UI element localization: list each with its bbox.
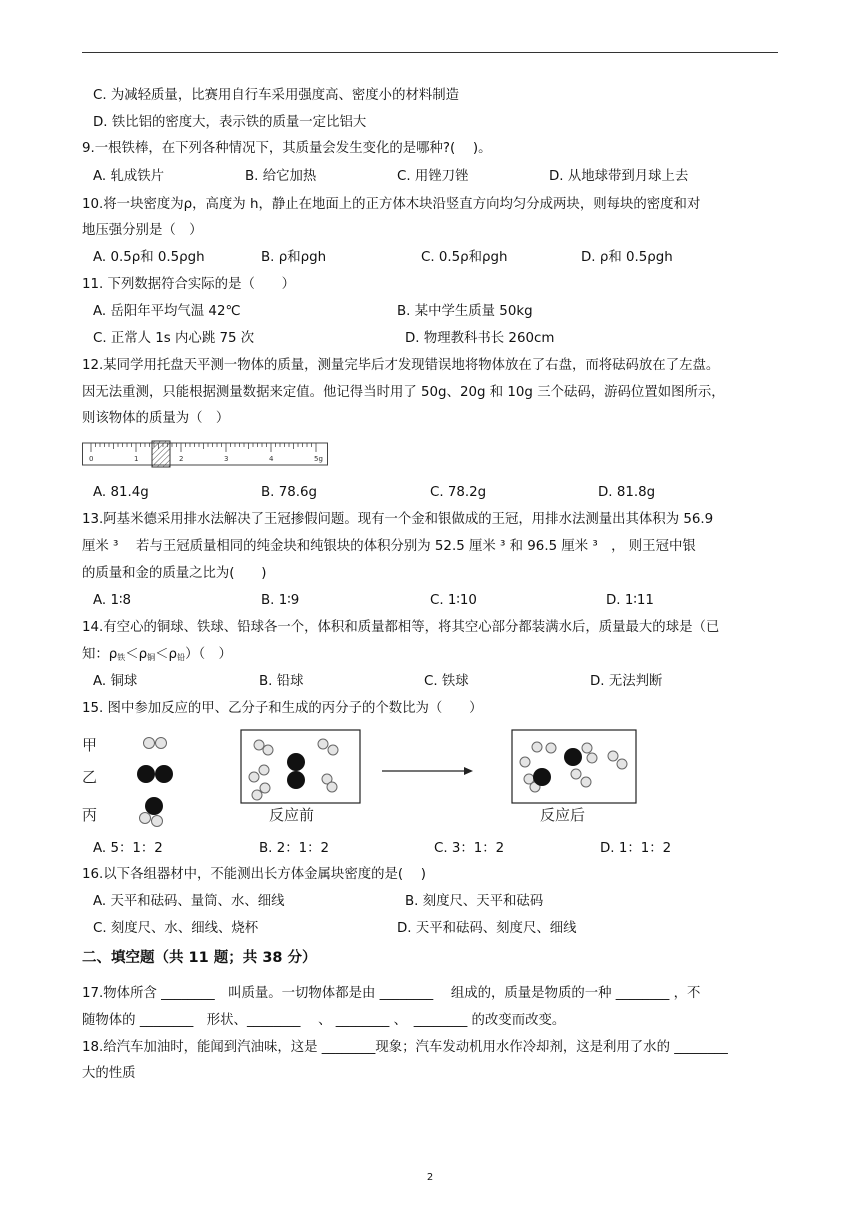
q10-stem-line1: 10.将一块密度为ρ，高度为 h，静止在地面上的正方体木块沿竖直方向均匀分成两块，则每块的密度和对 — [82, 197, 701, 212]
molecule-jia — [144, 738, 167, 749]
ruler-label: 5g — [314, 455, 323, 463]
after-label: 反应后 — [540, 806, 586, 824]
q14-stem-line2: 知：$\rho_铁<\rho_铜<\rho_铅$）（ ） — [82, 647, 232, 662]
q12-stem-line3: 则该物体的质量为（ ） — [82, 411, 230, 426]
q10-option-c: C. 0.5ρ和ρgh — [421, 250, 508, 265]
q12-option-d: D. 81.8g — [598, 485, 656, 500]
q16-stem: 16.以下各组器材中，不能测出长方体金属块密度的是( ) — [82, 867, 426, 882]
ruler-label: 0 — [89, 455, 94, 463]
q12-stem-line2: 因无法重测，只能根据测量数据来定值。他记得当时用了 50g、20g 和 10g 三个砝码，游码位置如图所示， — [82, 385, 725, 400]
q11-option-a: A. 岳阳年平均气温 42℃ — [93, 304, 241, 319]
rider-weight — [152, 441, 170, 467]
q16-option-a: A. 天平和砝码、量筒、水、细线 — [93, 894, 285, 909]
q18-line2: 大的性质 — [82, 1066, 136, 1081]
q13-option-b: B. 1∶9 — [261, 593, 300, 608]
q16-option-d: D. 天平和砝码、刻度尺、细线 — [397, 921, 577, 936]
q12-option-a: A. 81.4g — [93, 485, 149, 500]
legend-bing: 丙 — [82, 806, 98, 824]
legend-jia: 甲 — [82, 736, 98, 754]
q14-option-b: B. 铅球 — [259, 674, 304, 689]
q13-option-d: D. 1∶11 — [606, 593, 654, 608]
header-rule — [82, 52, 778, 53]
q11-option-b: B. 某中学生质量 50kg — [397, 304, 533, 319]
q8-option-c: C. 为减轻质量，比赛用自行车采用强度高、密度小的材料制造 — [93, 88, 460, 103]
q10-option-b: B. ρ和ρgh — [261, 250, 327, 265]
ruler-label: 4 — [269, 455, 274, 463]
q10-option-d: D. ρ和 0.5ρgh — [581, 250, 673, 265]
q18-line1: 18.给汽车加油时，能闻到汽油味，这是 ________现象；汽车发动机用水作冷却剂，这是利用了水的 ________ — [82, 1040, 728, 1055]
q14-option-a: A. 铜球 — [93, 674, 138, 689]
q13-stem-line1: 13.阿基米德采用排水法解决了王冠掺假问题。现有一个金和银做成的王冠，用排水法测量出其体积为 56.9 — [82, 512, 714, 527]
q9-option-d: D. 从地球带到月球上去 — [549, 169, 689, 184]
q14-stem-line1: 14.有空心的铜球、铁球、铅球各一个，体积和质量都相等，将其空心部分都装满水后，质量最大的球是（已 — [82, 620, 720, 635]
q10-stem-line2: 地压强分别是（ ） — [82, 223, 203, 238]
q12-stem-line1: 12.某同学用托盘天平测一物体的质量，测量完毕后才发现错误地将物体放在了右盘，而将砝码放在了左盘。 — [82, 358, 720, 373]
q13-stem-line3: 的质量和金的质量之比为( ) — [82, 566, 267, 581]
before-label: 反应前 — [269, 806, 315, 824]
q14-option-c: C. 铁球 — [424, 674, 469, 689]
molecule-yi — [137, 765, 173, 783]
reaction-diagram — [82, 726, 642, 832]
q11-option-c: C. 正常人 1s 内心跳 75 次 — [93, 331, 255, 346]
ruler-label: 3 — [224, 455, 229, 463]
ruler-label: 1 — [134, 455, 139, 463]
q8-option-d: D. 铁比铝的密度大，表示铁的质量一定比铝大 — [93, 115, 367, 130]
ruler-label: 2 — [179, 455, 184, 463]
q16-option-b: B. 刻度尺、天平和砝码 — [405, 894, 544, 909]
q15-option-b: B. 2：1：2 — [259, 841, 330, 856]
q12-option-b: B. 78.6g — [261, 485, 318, 500]
q15-option-d: D. 1：1：2 — [600, 841, 672, 856]
q9-option-c: C. 用锉刀锉 — [397, 169, 469, 184]
q16-option-c: C. 刻度尺、水、细线、烧杯 — [93, 921, 259, 936]
molecule-bing — [140, 797, 164, 827]
q17-line1: 17.物体所含 ________ 叫质量。一切物体都是由 ________ 组成的，质量是物质的一种 ________ ，不 — [82, 986, 701, 1001]
q14-option-d: D. 无法判断 — [590, 674, 663, 689]
q13-option-a: A. 1∶8 — [93, 593, 131, 608]
q11-option-d: D. 物理教科书长 260cm — [405, 331, 555, 346]
q9-stem: 9.一根铁棒，在下列各种情况下，其质量会发生变化的是哪种?( )。 — [82, 141, 492, 156]
q13-stem-line2: 厘米 ³ 若与王冠质量相同的纯金块和纯银块的体积分别为 52.5 厘米 ³ 和 96.5 厘米 ³ ， 则王冠中银 — [82, 539, 696, 554]
q15-option-a: A. 5：1：2 — [93, 841, 163, 856]
q15-option-c: C. 3：1：2 — [434, 841, 505, 856]
q17-line2: 随物体的 ________ 形状、________ 、 ________ 、 ________ 的改变而改变。 — [82, 1013, 566, 1028]
q13-option-c: C. 1∶10 — [430, 593, 477, 608]
section-fill-in-title: 二、填空题（共 11 题；共 38 分） — [82, 950, 317, 966]
rider-scale-figure — [82, 440, 332, 470]
q9-option-a: A. 轧成铁片 — [93, 169, 164, 184]
q10-option-a: A. 0.5ρ和 0.5ρgh — [93, 250, 205, 265]
page-number: 2 — [426, 1172, 434, 1183]
q11-stem: 11. 下列数据符合实际的是（ ） — [82, 277, 296, 292]
q12-option-c: C. 78.2g — [430, 485, 487, 500]
q9-option-b: B. 给它加热 — [245, 169, 317, 184]
legend-yi: 乙 — [82, 768, 98, 786]
q15-stem: 15. 图中参加反应的甲、乙分子和生成的丙分子的个数比为（ ） — [82, 701, 483, 716]
